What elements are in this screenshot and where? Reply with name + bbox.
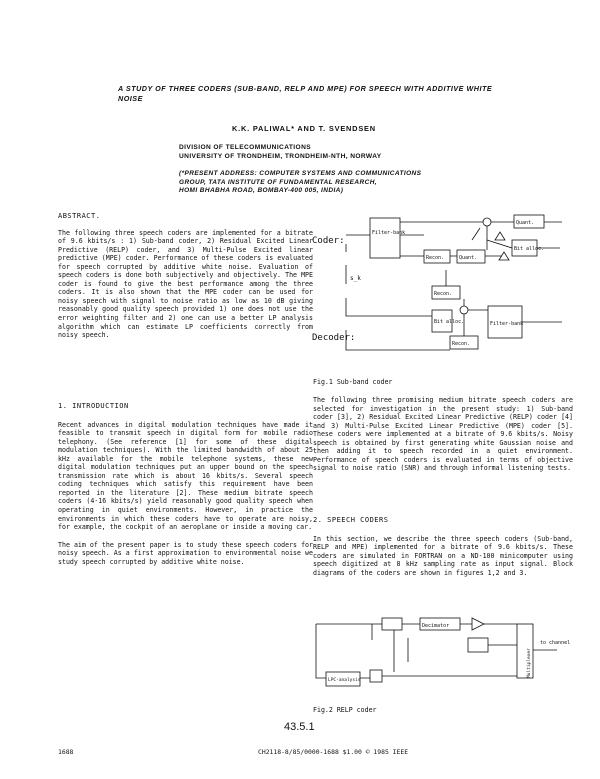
amplifier-triangle [495,232,505,240]
channel-label: to channel [540,640,571,646]
recon-label-3: Recon. [452,341,471,347]
address-line: GROUP, TATA INSTITUTE OF FUNDAMENTAL RESEARCH, [179,178,377,186]
decoder-label: Decoder: [312,333,356,343]
address-line: HOMI BHABHA ROAD, BOMBAY-400 005, INDIA) [179,187,344,195]
intro-section [58,402,313,566]
fig2-caption: Fig.2 RELP coder [313,706,377,714]
intro-para-1: Recent advances in digital modulation techniques have made it feasible to transmit speech in digital form for mobile radio telephony. (See reference [1] for some of these digital modulation techniques). With the limited bandwidth of about 25 kHz available for the mobile telephone systems, these new digital modulation techniques put an upper bound on the speech transmission rate which is about 16 kbits/s. Several speech coding techniques which satisfy this requirement have been reported in the literature [2]. These medium bitrate speech coders (4-16 kbits/s) yield reasonably good quality speech when operating in quiet environments. However, in practice the environments in which these coders have to operate are noisy, for example, the cockpit of an aeroplane or inside a moving car. [58,420,313,532]
coder-label: Coder: [312,236,345,246]
recon-label: Recon. [426,255,445,261]
small-box [468,638,488,652]
quant-label: Quant. [459,255,478,261]
filter-bank-label: Filter-bank [372,230,406,236]
sk-label: s_k [350,275,361,282]
fig2-relp-diagram [312,612,574,700]
fig1-caption: Fig.1 Sub-band coder [313,378,393,386]
speech-coders-heading: 2. SPEECH CODERS [313,516,389,524]
filter-bank-box [370,218,400,258]
intro-para-2: The aim of the present paper is to study these speech coders for noisy speech. As a first approximation to environmental noise we study speech corrupted by additive white noise. [58,540,313,566]
quant-small-box [370,670,382,682]
right-para-1: The following three promising medium bitrate speech coders are selected for investigation in the present study: 1) Sub-band coder [3], 2) Residual Excited Linear Predictive (RELP) coder [4] and 3) Multi-Pulse Excited Linear Predictive (MPE) coder [5]. These coders were implemented at a bitrate of 9.6 kbits/s. Noisy speech is obtained by first generating white Gaussian noise and then adding it to speech recorded in a quiet environment. Performance of speech coders is evaluated in terms of objective signal to noise ratio (SNR) and through informal listening tests. [313,396,573,473]
present-address [179,170,421,196]
decimator-label: Decimator [422,623,450,629]
affiliation [179,144,382,161]
affiliation-line: UNIVERSITY OF TRONDHEIM, TRONDHEIM-NTH, NORWAY [179,152,382,160]
lpc-label: LPC-analysis [328,678,361,683]
address-line: (*PRESENT ADDRESS: COMPUTER SYSTEMS AND COMMUNICATIONS [179,170,422,177]
copyright: CH2118-8/85/0000-1688 $1.00 © 1985 IEEE [258,748,409,756]
abstract-section [58,212,313,340]
abstract-heading: ABSTRACT. [58,212,101,220]
quant-label-2: Quant. [516,220,535,226]
speech-coders-para: In this section, we describe the three speech coders (Sub-band, RELP and MPE) implemented for a bitrate of 9.6 kbits/s. These coders are simulated in FORTRAN on a ND-100 minicomputer using speech digitized at 8 kHz sampling rate as input signal. Block diagrams of the coders are shown in figures 1,2 and 3. [313,534,573,577]
page-number: 1688 [58,748,74,756]
fig1-subband-diagram [312,210,574,380]
page-code: 43.5.1 [284,721,315,733]
authors: K.K. PALIWAL* AND T. SVENDSEN [232,124,376,133]
intro-heading: 1. INTRODUCTION [58,402,129,410]
filter-bank-label-2: Filter-bank [490,321,524,327]
right-column-text [313,396,573,473]
affiliation-line: DIVISION OF TELECOMMUNICATIONS [179,144,312,151]
abstract-text: The following three speech coders are implemented for a bitrate of 9.6 kbits/s : 1) Sub-band coder, 2) Residual Excited Linear Predictive (RELP) coder, and 3) Multi-Pulse Excited linear predictive (MPE) coder. Performance of these coders is evaluated for speech corrupted by additive white noise. Evaluation of speech coders is done both subjectively and objectively. The MPE coder is found to give the best performance among the three coders. It is also shown that the MPE coder can be used for noisy speech with signal to noise ratio as low as 10 dB giving reasonably good quality speech provided 1) one does not use the error weighting filter and 2) one can use a better LP analysis algorithm which can estimate LP coefficients correctly from noisy speech. [58,228,313,340]
speech-coders-section [313,516,573,577]
paper-title: A STUDY OF THREE CODERS (SUB-BAND, RELP AND MPE) FOR SPEECH WITH ADDITIVE WHITE NOISE [118,84,493,103]
bit-alloc-label: Bit alloc. [514,246,545,252]
recon-label-2: Recon. [434,291,453,297]
bit-alloc-label-2: Bit alloc. [434,319,465,325]
filter-box [382,618,402,630]
multiplexer-label: Multiplexer [527,648,532,678]
amplifier-triangle-3 [472,618,484,630]
